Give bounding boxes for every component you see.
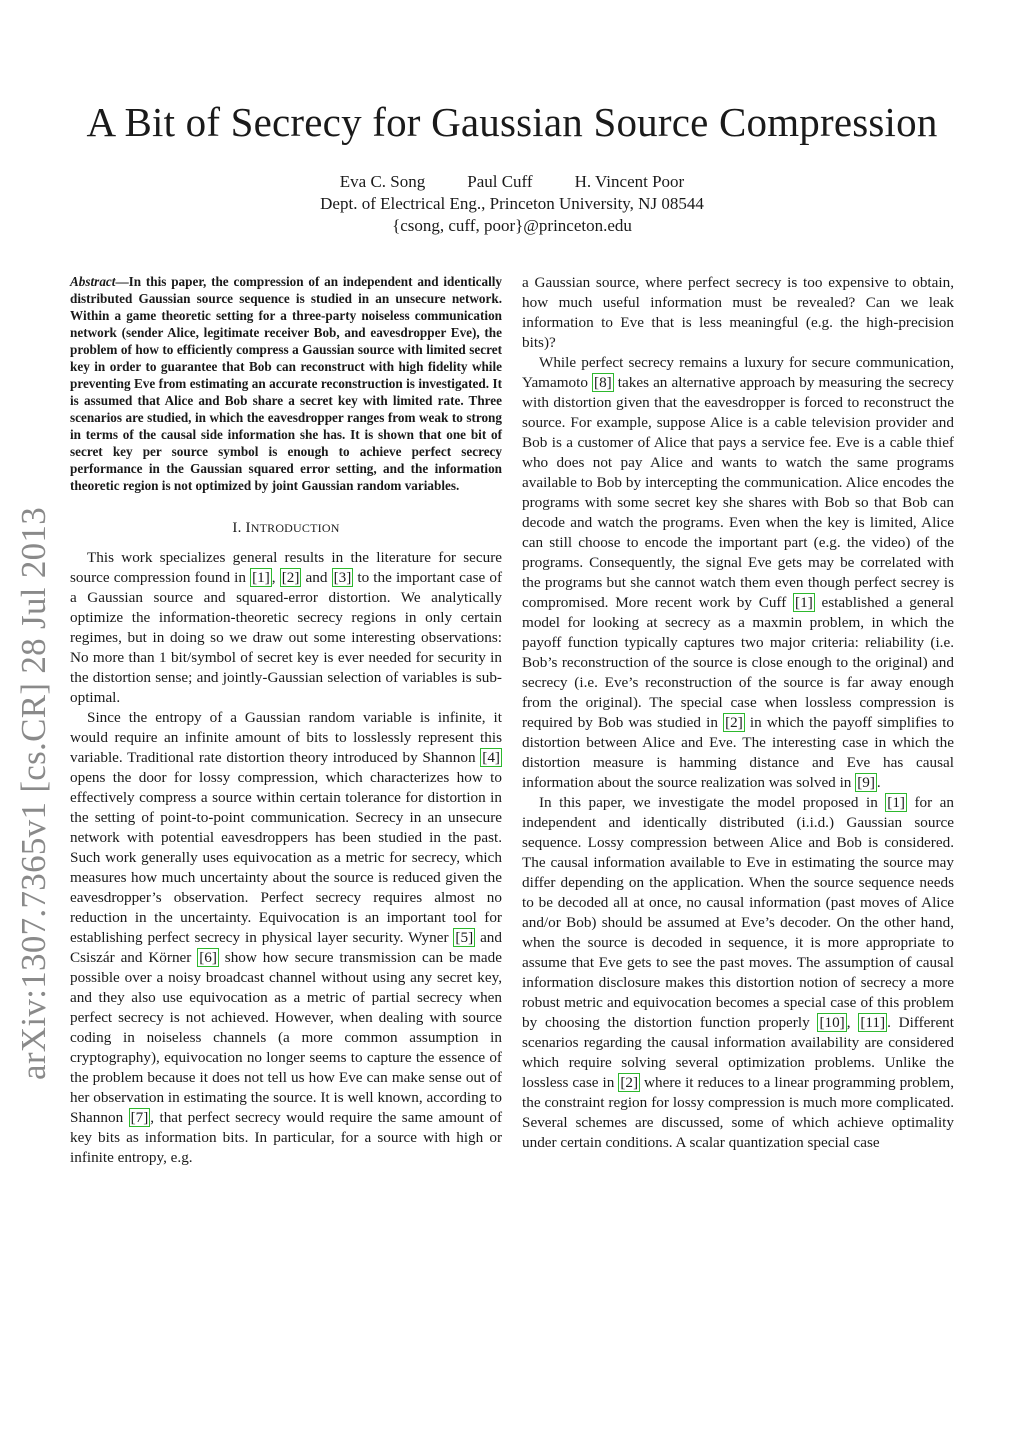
citation-link[interactable]: [9] bbox=[857, 774, 875, 791]
paper-title: A Bit of Secrecy for Gaussian Source Compression bbox=[86, 99, 938, 145]
author-1: Eva C. Song bbox=[339, 172, 426, 191]
citation-link[interactable]: [5] bbox=[455, 929, 474, 946]
citation-link[interactable]: [2] bbox=[281, 569, 300, 586]
intro-paragraph-3: a Gaussian source, where perfect secrecy is too expensive to obtain, how much useful information must be revealed? Can we leak information to Eve that is less meaningful (e.g. the high-precision bits)? bbox=[522, 274, 954, 351]
citation-link[interactable]: [4] bbox=[482, 749, 500, 766]
abstract-text: In this paper, the compression of an independent and identically distributed Gaussian source sequence is studied in an unsecure network. Within a game theoretic setting for a three-party noiseless communication network (sender Alice, legitimate receiver Bob, and eavesdropper Eve), the problem of how to efficiently compress a Gaussian source with limited secret key in order to guarantee that Bob can reconstruct with high fidelity while preventing Eve from estimating an accurate reconstruction is investigated. It is assumed that Alice and Bob share a secret key with limited rate. Three scenarios are studied, in which the eavesdropper ranges from weak to strong in terms of the causal side information she has. It is shown that one bit of secret key per source symbol is enough to achieve perfect secrecy performance in the Gaussian squared error setting, and the information theoretic region is not optimized by joint Gaussian random variables. bbox=[70, 274, 502, 493]
citation-link[interactable]: [6] bbox=[199, 949, 217, 966]
citation-link[interactable]: [1] bbox=[795, 594, 813, 611]
affiliation: Dept. of Electrical Eng., Princeton University, NJ 08544 bbox=[320, 194, 704, 213]
intro-paragraph-2: Since the entropy of a Gaussian random variable is infinite, it would require an infinite amount of bits to losslessly represent this variable. Traditional rate distortion theory introduced by Shannon [4] opens the door for lossy compression, which characterizes how to effectively compress a source within certain tolerance for distortion in the setting of point-to-point communication. Secrecy in an unsecure network with potential eavesdroppers has been studied in the past. Such work generally uses equivocation as a metric for secrecy, which measures how much uncertainty about the source is reduced given the eavesdropper’s observation. Perfect secrecy requires almost no reduction in the uncertainty. Equivocation is an important tool for establishing perfect secrecy in physical layer security. Wyner [5] and Csiszár and Körner [6] show how secure transmission can be made possible over a noisy broadcast channel without using any secret key, and they also use equivocation as a metric of partial secrecy when perfect secrecy is not achieved. However, when dealing with source coding in noiseless channels (a more common assumption in cryptography), equivocation no longer seems to capture the essence of the problem because it does not tell us how Eve can make sense out of her observation in estimating the source. It is well known, according to Shannon [7] , that perfect secrecy would require the same amount of key bits as information bits. In particular, for a source with high or infinite entropy, e.g. bbox=[70, 709, 503, 1166]
citation-link[interactable]: [8] bbox=[594, 374, 612, 391]
author-email: {csong, cuff, poor}@princeton.edu bbox=[392, 216, 632, 235]
author-3: H. Vincent Poor bbox=[574, 172, 685, 191]
citation-link[interactable]: [1] bbox=[887, 794, 905, 811]
section-initial: I bbox=[245, 520, 251, 536]
citation-link[interactable]: [1] bbox=[252, 569, 270, 586]
arxiv-sidebar-stamp: arXiv:1307.7365v1 [cs.CR] 28 Jul 2013 bbox=[14, 506, 53, 1080]
section-number: I. bbox=[232, 520, 242, 536]
author-2: Paul Cuff bbox=[467, 172, 533, 191]
abstract bbox=[70, 273, 502, 494]
citation-link[interactable]: [2] bbox=[620, 1074, 639, 1091]
intro-paragraph-4: While perfect secrecy remains a luxury for secure communication, Yamamoto [8] takes an alternative approach by measuring the secrecy with distortion given that the eavesdropper is forced to reconstruct the source. For example, suppose Alice is a cable television provider and Bob is a customer of Alice that pays a service fee. Eve is a cable thief who does not pay Alice and wants to watch the same programs available to Bob by intercepting the communication. Alice encodes the programs with some secret key she shares with Bob so that Bob can decode and watch the programs. Even when the key is limited, Alice can still choose to encode the important part (e.g. the video) of the programs. Consequently, the signal Eve gets may be correlated with the programs but she cannot watch them even though perfect secrey is compromised. More recent work by Cuff [1] established a general model for looking at secrecy as a maxmin problem, in which the payoff function typically captures two major criteria: reliability (i.e. Bob’s reconstruction of the source is close enough to the original) and secrecy (i.e. Eve’s reconstruction of the source is far away enough from the original). The special case when lossless compression is required by Bob was studied in [2] in which the payoff simplifies to distortion between Alice and Eve. The interesting case in which the distortion measure is hamming distance and Eve has causal information about the source realization was solved in [9] . bbox=[522, 354, 954, 791]
citation-link[interactable]: [10] bbox=[819, 1014, 845, 1031]
author-block bbox=[0, 171, 1024, 237]
abstract-dash: — bbox=[115, 274, 129, 289]
section-heading-introduction bbox=[70, 518, 502, 538]
citation-link[interactable]: [3] bbox=[333, 569, 352, 586]
intro-paragraph-5: In this paper, we investigate the model proposed in [1] for an independent and identically distributed (i.i.d.) Gaussian source sequence. Lossy compression between Alice and Bob is considered. The causal information available to Eve in estimating the source may differ depending on the application. When the source sequence needs to be decoded all at once, no causal information (past moves of Alice and/or Bob) should be assumed at Eve’s decoder. On the other hand, when the source is decoded in sequence, it is more appropriate to assume that Eve gets to see the past moves. The assumption of causal information disclosure makes this distortion notion of secrecy a more robust metric and equivocation becomes a special case of this problem by choosing the distortion function properly [10] , [11] . Different scenarios regarding the causal information availability are considered which require solving several optimization problems. Unlike the lossless case in [2] where it reduces to a linear programming problem, the constraint region for lossy compression is much more complicated. Several schemes are discussed, some of which achieve optimality under certain conditions. A scalar quantization special case bbox=[522, 794, 954, 1151]
citation-link[interactable]: [2] bbox=[725, 714, 743, 731]
citation-link[interactable]: [7] bbox=[130, 1109, 149, 1126]
author-names bbox=[0, 171, 1024, 193]
right-column bbox=[522, 273, 954, 1153]
left-column bbox=[70, 273, 502, 1168]
intro-paragraph-1: This work specializes general results in the literature for secure source compression found in [1] , [2] and [3] to the important case of a Gaussian source and squared-error distortion. We analytically optimize the information-theoretic secrecy regions in only certain regimes, but in doing so we draw out some interesting observations: No more than 1 bit/symbol of secret key is ever needed for security in the distortion sense; and jointly-Gaussian selection of variables is sub-optimal. bbox=[70, 549, 502, 706]
section-title-rest: NTRODUCTION bbox=[250, 521, 340, 535]
citation-link[interactable]: [11] bbox=[860, 1014, 886, 1031]
abstract-label: Abstract bbox=[70, 274, 116, 289]
